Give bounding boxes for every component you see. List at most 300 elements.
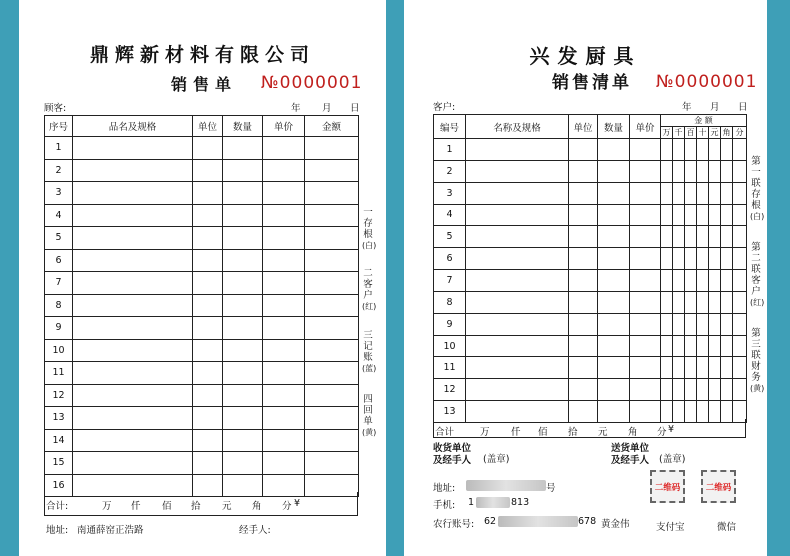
table-cell bbox=[73, 452, 193, 475]
amount-unit: 十 bbox=[698, 128, 707, 137]
form-title: 销售单 bbox=[171, 75, 238, 94]
table-cell bbox=[630, 335, 661, 357]
row-number: 11 bbox=[434, 357, 466, 379]
table-cell bbox=[630, 313, 661, 335]
row-number: 9 bbox=[434, 313, 466, 335]
table-cell bbox=[709, 182, 721, 204]
row-number: 9 bbox=[45, 317, 73, 340]
table-row bbox=[434, 270, 747, 292]
table-cell bbox=[223, 204, 263, 227]
table-cell bbox=[305, 294, 359, 317]
col-header: 金额 bbox=[305, 116, 359, 137]
table-cell bbox=[630, 226, 661, 248]
table-cell bbox=[193, 294, 223, 317]
table-cell bbox=[598, 182, 630, 204]
table-cell bbox=[697, 357, 709, 379]
table-cell bbox=[305, 339, 359, 362]
row-number: 8 bbox=[434, 291, 466, 313]
table-cell bbox=[630, 160, 661, 182]
table-cell bbox=[673, 270, 685, 292]
table-cell bbox=[733, 160, 747, 182]
table-cell bbox=[697, 313, 709, 335]
table-cell bbox=[673, 357, 685, 379]
table-cell bbox=[73, 249, 193, 272]
table-cell bbox=[685, 270, 697, 292]
table-cell bbox=[263, 294, 305, 317]
col-header: 单位 bbox=[193, 116, 223, 137]
table-cell bbox=[685, 357, 697, 379]
date-month: 月 bbox=[322, 103, 332, 114]
table-cell bbox=[709, 139, 721, 161]
col-header: 数量 bbox=[223, 116, 263, 137]
table-cell bbox=[263, 249, 305, 272]
row-number: 1 bbox=[434, 139, 466, 161]
row-number: 15 bbox=[45, 452, 73, 475]
table-cell bbox=[193, 159, 223, 182]
table-cell bbox=[305, 204, 359, 227]
row-number: 2 bbox=[45, 159, 73, 182]
total-unit: 拾 bbox=[191, 501, 201, 512]
table-cell bbox=[569, 335, 598, 357]
address-label: 地址: bbox=[46, 525, 69, 536]
table-cell bbox=[733, 204, 747, 226]
bank-end: 678 bbox=[578, 516, 597, 527]
table-cell bbox=[466, 226, 569, 248]
row-number: 3 bbox=[434, 182, 466, 204]
table-cell bbox=[569, 160, 598, 182]
table-cell bbox=[630, 291, 661, 313]
table-cell bbox=[466, 139, 569, 161]
total-unit: 佰 bbox=[162, 501, 172, 512]
table-cell bbox=[673, 160, 685, 182]
table-cell bbox=[305, 452, 359, 475]
table-cell bbox=[263, 137, 305, 160]
table-cell bbox=[569, 248, 598, 270]
table-cell bbox=[697, 160, 709, 182]
table-row bbox=[45, 317, 359, 340]
table-cell bbox=[466, 291, 569, 313]
table-cell bbox=[569, 226, 598, 248]
table-cell bbox=[263, 227, 305, 250]
wechat-qr-code: 二维码 bbox=[701, 470, 736, 503]
table-cell bbox=[721, 335, 733, 357]
table-cell bbox=[305, 182, 359, 205]
amount-unit: 元 bbox=[710, 128, 719, 137]
form-title: 销售清单 bbox=[552, 73, 632, 93]
wechat-label: 微信 bbox=[717, 522, 737, 533]
copy-label-3: 三 记 账 (蓝) bbox=[362, 330, 377, 373]
redacted-address bbox=[466, 480, 546, 491]
total-unit: 仟 bbox=[511, 427, 521, 438]
table-row bbox=[45, 294, 359, 317]
table-row bbox=[434, 313, 747, 335]
table-cell bbox=[661, 248, 673, 270]
table-cell bbox=[193, 182, 223, 205]
table-row bbox=[434, 182, 747, 204]
row-number: 10 bbox=[45, 339, 73, 362]
table-cell bbox=[305, 362, 359, 385]
table-cell bbox=[721, 291, 733, 313]
amount-unit: 百 bbox=[686, 128, 695, 137]
table-cell bbox=[697, 226, 709, 248]
table-cell bbox=[697, 270, 709, 292]
table-cell bbox=[661, 139, 673, 161]
table-cell bbox=[697, 248, 709, 270]
table-cell bbox=[263, 429, 305, 452]
table-cell bbox=[733, 270, 747, 292]
col-header: 单价 bbox=[263, 116, 305, 137]
table-cell bbox=[709, 248, 721, 270]
table-cell bbox=[598, 357, 630, 379]
table-cell bbox=[73, 339, 193, 362]
row-number: 13 bbox=[434, 401, 466, 423]
total-unit: 万 bbox=[102, 501, 112, 512]
table-cell bbox=[661, 291, 673, 313]
serial-number: №0000001 bbox=[261, 73, 363, 93]
table-cell bbox=[193, 339, 223, 362]
table-cell bbox=[466, 204, 569, 226]
table-cell bbox=[305, 159, 359, 182]
table-cell bbox=[661, 226, 673, 248]
table-cell bbox=[305, 384, 359, 407]
table-cell bbox=[466, 248, 569, 270]
table-cell bbox=[73, 317, 193, 340]
table-cell bbox=[73, 137, 193, 160]
table-cell bbox=[721, 182, 733, 204]
table-row bbox=[434, 248, 747, 270]
table-cell bbox=[685, 139, 697, 161]
table-cell bbox=[709, 226, 721, 248]
table-cell bbox=[305, 137, 359, 160]
handler-label: 经手人: bbox=[239, 525, 271, 536]
table-cell bbox=[721, 204, 733, 226]
table-cell bbox=[193, 407, 223, 430]
table-cell bbox=[569, 182, 598, 204]
table-cell bbox=[598, 226, 630, 248]
table-cell bbox=[569, 379, 598, 401]
table-cell bbox=[685, 379, 697, 401]
table-cell bbox=[721, 313, 733, 335]
table-cell bbox=[709, 379, 721, 401]
table-cell bbox=[263, 182, 305, 205]
table-row bbox=[434, 204, 747, 226]
table-cell bbox=[733, 335, 747, 357]
sender-label: 送货单位 及经手人 bbox=[611, 443, 650, 466]
table-cell bbox=[598, 291, 630, 313]
company-name: 兴发厨具 bbox=[529, 44, 642, 68]
items-table bbox=[44, 115, 359, 497]
table-row bbox=[45, 249, 359, 272]
table-cell bbox=[733, 182, 747, 204]
table-cell bbox=[630, 357, 661, 379]
serial-number: №0000001 bbox=[656, 72, 758, 92]
table-header bbox=[45, 116, 359, 137]
redacted-bank bbox=[498, 516, 578, 527]
table-cell bbox=[733, 357, 747, 379]
row-number: 6 bbox=[434, 248, 466, 270]
table-cell bbox=[223, 407, 263, 430]
company-name: 鼎辉新材料有限公司 bbox=[89, 44, 315, 66]
table-row bbox=[45, 362, 359, 385]
table-cell bbox=[630, 139, 661, 161]
table-cell bbox=[661, 357, 673, 379]
table-cell bbox=[263, 339, 305, 362]
table-cell bbox=[223, 384, 263, 407]
table-row bbox=[45, 137, 359, 160]
table-cell bbox=[223, 249, 263, 272]
address-label: 地址: bbox=[433, 483, 456, 494]
row-number: 3 bbox=[45, 182, 73, 205]
table-cell bbox=[673, 182, 685, 204]
table-cell bbox=[193, 317, 223, 340]
table-row bbox=[434, 139, 747, 161]
col-header: 数量 bbox=[598, 115, 630, 139]
row-number: 5 bbox=[45, 227, 73, 250]
total-unit: 拾 bbox=[568, 427, 578, 438]
row-number: 7 bbox=[45, 272, 73, 295]
table-cell bbox=[721, 379, 733, 401]
table-cell bbox=[193, 362, 223, 385]
table-cell bbox=[673, 248, 685, 270]
table-row bbox=[434, 226, 747, 248]
row-number: 5 bbox=[434, 226, 466, 248]
bank-start: 62 bbox=[484, 516, 497, 527]
table-cell bbox=[263, 204, 305, 227]
row-number: 13 bbox=[45, 407, 73, 430]
table-cell bbox=[721, 160, 733, 182]
table-row bbox=[45, 339, 359, 362]
table-row bbox=[434, 357, 747, 379]
table-row bbox=[45, 272, 359, 295]
col-header: 单位 bbox=[569, 115, 598, 139]
table-cell bbox=[466, 379, 569, 401]
col-header: 单价 bbox=[630, 115, 661, 139]
table-row bbox=[434, 335, 747, 357]
amount-unit: 分 bbox=[733, 127, 747, 139]
table-row bbox=[434, 291, 747, 313]
table-cell bbox=[193, 227, 223, 250]
table-cell bbox=[73, 384, 193, 407]
table-cell bbox=[733, 379, 747, 401]
row-number: 6 bbox=[45, 249, 73, 272]
table-cell bbox=[305, 227, 359, 250]
table-cell bbox=[709, 291, 721, 313]
total-unit: 角 bbox=[252, 501, 262, 512]
table-cell bbox=[263, 272, 305, 295]
table-row bbox=[45, 227, 359, 250]
row-number: 4 bbox=[434, 204, 466, 226]
table-cell bbox=[466, 357, 569, 379]
table-cell bbox=[709, 313, 721, 335]
table-cell bbox=[223, 429, 263, 452]
row-number: 4 bbox=[45, 204, 73, 227]
table-cell bbox=[73, 429, 193, 452]
table-cell bbox=[697, 139, 709, 161]
table-cell bbox=[685, 248, 697, 270]
table-cell bbox=[661, 270, 673, 292]
table-cell bbox=[721, 139, 733, 161]
copy-label-4: 四 回 单 (黄) bbox=[362, 394, 377, 437]
table-cell bbox=[685, 313, 697, 335]
total-unit: 元 bbox=[598, 427, 608, 438]
table-cell bbox=[73, 294, 193, 317]
table-cell bbox=[223, 159, 263, 182]
table-cell bbox=[305, 272, 359, 295]
table-cell bbox=[673, 226, 685, 248]
table-cell bbox=[661, 379, 673, 401]
table-cell bbox=[193, 429, 223, 452]
amount-unit: 千 bbox=[674, 128, 683, 137]
table-cell bbox=[661, 182, 673, 204]
table-cell bbox=[630, 204, 661, 226]
table-row bbox=[45, 407, 359, 430]
table-cell bbox=[721, 226, 733, 248]
table-cell bbox=[598, 139, 630, 161]
total-unit: 元 bbox=[222, 501, 232, 512]
sales-form-left bbox=[19, 0, 386, 556]
table-cell bbox=[685, 226, 697, 248]
table-cell bbox=[223, 294, 263, 317]
table-cell bbox=[223, 339, 263, 362]
table-cell bbox=[223, 272, 263, 295]
total-currency: ¥ bbox=[668, 424, 675, 435]
table-row bbox=[45, 159, 359, 182]
table-cell bbox=[466, 335, 569, 357]
total-unit: 佰 bbox=[538, 427, 548, 438]
table-cell bbox=[263, 362, 305, 385]
table-cell bbox=[193, 137, 223, 160]
table-row bbox=[434, 379, 747, 401]
bank-label: 农行账号: bbox=[433, 519, 475, 530]
table-cell bbox=[193, 249, 223, 272]
items-table bbox=[433, 114, 747, 423]
redacted-phone bbox=[476, 497, 510, 508]
row-number: 14 bbox=[45, 429, 73, 452]
table-cell bbox=[569, 139, 598, 161]
table-cell bbox=[263, 384, 305, 407]
customer-label: 顾客: bbox=[44, 103, 67, 114]
table-cell bbox=[466, 313, 569, 335]
col-header: 名称及规格 bbox=[466, 115, 569, 139]
table-cell bbox=[73, 362, 193, 385]
sales-form-right bbox=[404, 0, 767, 556]
table-cell bbox=[721, 248, 733, 270]
table-cell bbox=[685, 182, 697, 204]
table-cell bbox=[709, 357, 721, 379]
table-cell bbox=[598, 204, 630, 226]
phone-label: 手机: bbox=[433, 500, 456, 511]
table-cell bbox=[685, 335, 697, 357]
col-header: 序号 bbox=[45, 116, 73, 137]
amount-unit: 万 bbox=[662, 128, 671, 137]
sender-stamp: (盖章) bbox=[659, 454, 686, 465]
table-cell bbox=[733, 313, 747, 335]
table-cell bbox=[673, 313, 685, 335]
address-value: 南通薛窑正浩路 bbox=[77, 525, 144, 536]
table-cell bbox=[709, 160, 721, 182]
amount-header: 金 额 bbox=[661, 115, 747, 127]
table-cell bbox=[721, 357, 733, 379]
table-cell bbox=[598, 313, 630, 335]
table-cell bbox=[223, 137, 263, 160]
table-cell bbox=[685, 204, 697, 226]
table-cell bbox=[697, 182, 709, 204]
row-number: 2 bbox=[434, 160, 466, 182]
date-day: 日 bbox=[350, 103, 360, 114]
total-unit: 分 bbox=[282, 501, 292, 512]
table-row bbox=[45, 452, 359, 475]
table-cell bbox=[569, 204, 598, 226]
table-cell bbox=[223, 362, 263, 385]
table-cell bbox=[263, 317, 305, 340]
table-cell bbox=[733, 139, 747, 161]
row-number: 8 bbox=[45, 294, 73, 317]
table-cell bbox=[569, 270, 598, 292]
date-year: 年 bbox=[682, 102, 692, 113]
total-unit: 角 bbox=[628, 427, 638, 438]
table-cell bbox=[193, 452, 223, 475]
table-cell bbox=[569, 291, 598, 313]
table-cell bbox=[598, 160, 630, 182]
table-cell bbox=[305, 249, 359, 272]
amount-unit: 角 bbox=[722, 128, 731, 137]
copy-label-3: 第 三 联 财 务 (黄) bbox=[750, 328, 765, 393]
table-cell bbox=[73, 407, 193, 430]
table-cell bbox=[685, 160, 697, 182]
phone-start: 1 bbox=[468, 497, 475, 508]
table-cell bbox=[73, 272, 193, 295]
copy-label-1: 一 存 根 (白) bbox=[362, 207, 377, 250]
table-cell bbox=[569, 313, 598, 335]
table-cell bbox=[673, 379, 685, 401]
total-unit: 万 bbox=[480, 427, 490, 438]
row-number: 11 bbox=[45, 362, 73, 385]
table-cell bbox=[598, 270, 630, 292]
row-number: 12 bbox=[434, 379, 466, 401]
table-cell bbox=[630, 248, 661, 270]
table-cell bbox=[673, 139, 685, 161]
date-year: 年 bbox=[291, 103, 301, 114]
table-cell bbox=[630, 379, 661, 401]
table-cell bbox=[661, 160, 673, 182]
table-cell bbox=[263, 452, 305, 475]
total-label: 合计 bbox=[435, 427, 455, 438]
table-cell bbox=[263, 407, 305, 430]
total-label: 合计: bbox=[46, 501, 69, 512]
account-name: 黄金伟 bbox=[601, 519, 630, 530]
alipay-qr-code: 二维码 bbox=[650, 470, 685, 503]
table-cell bbox=[73, 204, 193, 227]
table-cell bbox=[697, 335, 709, 357]
table-cell bbox=[685, 291, 697, 313]
table-row bbox=[45, 182, 359, 205]
col-header: 品名及规格 bbox=[73, 116, 193, 137]
customer-label: 客户: bbox=[433, 102, 456, 113]
table-cell bbox=[223, 182, 263, 205]
table-cell bbox=[661, 335, 673, 357]
table-cell bbox=[598, 248, 630, 270]
row-number: 16 bbox=[45, 474, 73, 497]
table-cell bbox=[697, 379, 709, 401]
table-cell bbox=[73, 182, 193, 205]
row-number: 12 bbox=[45, 384, 73, 407]
table-cell bbox=[630, 270, 661, 292]
table-cell bbox=[598, 379, 630, 401]
table-row bbox=[45, 384, 359, 407]
table-cell bbox=[673, 335, 685, 357]
address-end: 号 bbox=[546, 483, 556, 494]
table-row bbox=[45, 429, 359, 452]
